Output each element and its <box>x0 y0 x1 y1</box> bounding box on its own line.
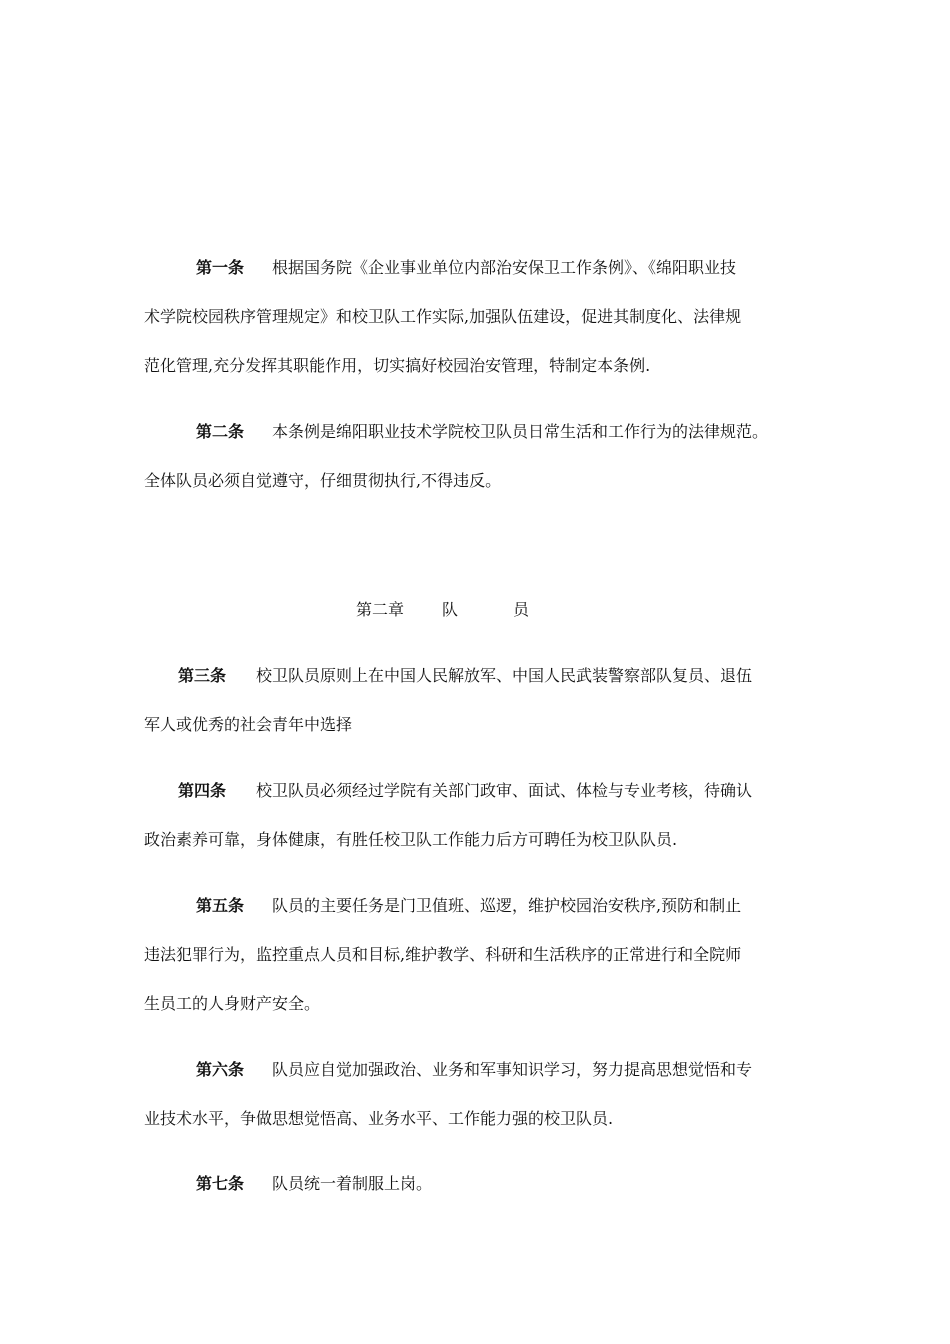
chapter-label: 第二章 <box>356 600 405 619</box>
article-1-text-line-2: 术学院校园秩序管理规定》和校卫队工作实际,加强队伍建设，促进其制度化、法律规 <box>144 307 742 326</box>
article-5-text-line-1: 队员的主要任务是门卫值班、巡逻，维护校园治安秩序,预防和制止 <box>272 896 742 915</box>
chapter-title-char-2: 员 <box>513 600 530 619</box>
chapter-title-char-1: 队 <box>442 600 459 619</box>
article-2-label: 第二条 <box>196 422 245 441</box>
article-3-label: 第三条 <box>178 666 227 685</box>
article-1-text-line-3: 范化管理,充分发挥其职能作用，切实搞好校园治安管理，特制定本条例. <box>144 356 651 375</box>
article-2-text-line-1: 本条例是绵阳职业技术学院校卫队员日常生活和工作行为的法律规范。 <box>272 422 769 441</box>
article-6-label: 第六条 <box>196 1060 245 1079</box>
article-3-text-line-1: 校卫队员原则上在中国人民解放军、中国人民武装警察部队复员、退伍 <box>256 666 753 685</box>
article-5-label: 第五条 <box>196 896 245 915</box>
article-7-text-line-1: 队员统一着制服上岗。 <box>272 1174 433 1193</box>
article-6-text-line-2: 业技术水平，争做思想觉悟高、业务水平、工作能力强的校卫队员. <box>144 1109 614 1128</box>
article-7-label: 第七条 <box>196 1174 245 1193</box>
article-5-text-line-3: 生员工的人身财产安全。 <box>144 994 321 1013</box>
article-2-text-line-2: 全体队员必须自觉遵守，仔细贯彻执行,不得违反。 <box>144 471 502 490</box>
article-4-label: 第四条 <box>178 781 227 800</box>
article-2-first-line <box>196 422 768 442</box>
article-4-text-line-2: 政治素养可靠，身体健康，有胜任校卫队工作能力后方可聘任为校卫队队员. <box>144 830 678 849</box>
article-6-text-line-1: 队员应自觉加强政治、业务和军事知识学习，努力提高思想觉悟和专 <box>272 1060 753 1079</box>
article-6-first-line <box>196 1060 752 1080</box>
article-3-first-line <box>178 666 752 686</box>
article-4-text-line-1: 校卫队员必须经过学院有关部门政审、面试、体检与专业考核，待确认 <box>256 781 753 800</box>
article-1-label: 第一条 <box>196 258 245 277</box>
article-3-text-line-2: 军人或优秀的社会青年中选择 <box>144 715 353 734</box>
article-1-first-line <box>196 258 736 278</box>
article-1-text-line-1: 根据国务院《企业事业单位内部治安保卫工作条例》、《绵阳职业技 <box>272 258 737 277</box>
article-5-first-line <box>196 896 741 916</box>
article-5-text-line-2: 违法犯罪行为，监控重点人员和目标,维护教学、科研和生活秩序的正常进行和全院师 <box>144 945 742 964</box>
article-7-first-line <box>196 1174 432 1194</box>
article-4-first-line <box>178 781 752 801</box>
